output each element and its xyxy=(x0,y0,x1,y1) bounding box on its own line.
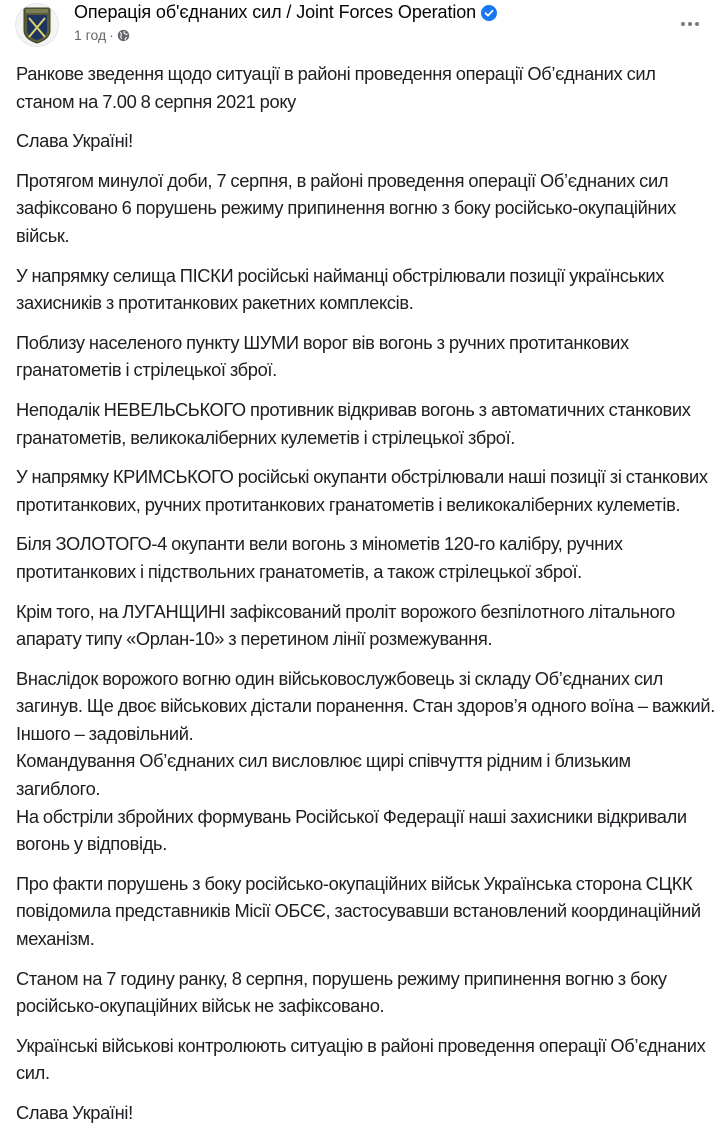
post-paragraph: У напрямку КРИМСЬКОГО російські окупанти обстрілювали наші позиції зі станкових протитанкових, ручних протитанкових гранатометів і великокаліберних кулеметів. xyxy=(16,466,708,515)
page-avatar[interactable] xyxy=(15,3,59,47)
post-paragraph: Біля ЗОЛОТОГО-4 окупанти вели вогонь з мінометів 120-го калібру, ручних протитанкових і підствольних гранатометів, а також стрілецької зброї. xyxy=(16,533,623,582)
timestamp[interactable]: 1 год xyxy=(74,27,107,43)
post-header xyxy=(0,0,722,56)
meta-separator: · xyxy=(109,27,114,43)
post-paragraph: Ранкове зведення щодо ситуації в районі проведення операції Об’єднаних сил станом на 7.00 8 серпня 2021 року xyxy=(16,63,656,112)
author-name-text[interactable]: Операція об'єднаних сил / Joint Forces Operation xyxy=(74,2,477,22)
shield-emblem-icon xyxy=(22,6,52,44)
post-paragraph: Про факти порушень з боку російсько-окупаційних військ Українська сторона СЦКК повідомила представників Місії ОБСЄ, застосувавши встановлений координаційний механізм. xyxy=(16,872,701,950)
post-body xyxy=(16,60,716,1139)
author-name[interactable] xyxy=(74,2,497,23)
more-options-icon xyxy=(681,22,685,26)
post-paragraph: Слава Україні! xyxy=(16,130,133,152)
post-paragraph: Українські військові контролюють ситуацію в районі проведення операції Об’єднаних сил. xyxy=(16,1034,706,1084)
verified-badge-icon xyxy=(481,5,497,21)
post-paragraph: Внаслідок ворожого вогню один військовослужбовець зі складу Об’єднаних сил загинув. Ще двоє військових дістали поранення. Стан здоров’я одного воїна – важкий. Іншого – задовільний. xyxy=(16,667,715,744)
post-paragraph: Командування Об’єднаних сил висловлює щирі співчуття рідним і близьким загиблого. xyxy=(16,750,631,800)
globe-icon[interactable] xyxy=(117,29,130,42)
post-paragraph: Слава Україні! xyxy=(16,1102,133,1123)
post-meta xyxy=(74,27,130,43)
more-options-icon xyxy=(695,22,699,26)
post-paragraph: Станом на 7 годину ранку, 8 серпня, порушень режиму припинення вогню з боку російсько-окупаційних військ не зафіксовано. xyxy=(16,967,667,1017)
more-options-icon xyxy=(688,22,692,26)
post-paragraph: Неподалік НЕВЕЛЬСЬКОГО противник відкривав вогонь з автоматичних станкових гранатометів, великокаліберних кулеметів і стрілецької зброї. xyxy=(16,398,691,448)
post-paragraph: У напрямку селища ПІСКИ російські найманці обстрілювали позиції українських захисників з протитанкових ракетних комплексів. xyxy=(16,264,665,314)
more-options-button[interactable] xyxy=(672,12,708,36)
post-paragraph: Крім того, на ЛУГАНЩИНІ зафіксований проліт ворожого безпілотного літального апарату типу «Орлан-10» з перетином лінії розмежування. xyxy=(16,600,675,650)
post-paragraph: Поблизу населеного пункту ШУМИ ворог вів вогонь з ручних протитанкових гранатометів і стрілецької зброї. xyxy=(16,331,629,381)
post-paragraph: На обстріли збройних формувань Російської Федерації наші захисники відкривали вогонь у відповідь. xyxy=(16,805,687,855)
post-paragraph: Протягом минулої доби, 7 серпня, в районі проведення операції Об’єднаних сил зафіксовано 6 порушень режиму припинення вогню з боку російсько-окупаційних військ. xyxy=(16,169,676,246)
